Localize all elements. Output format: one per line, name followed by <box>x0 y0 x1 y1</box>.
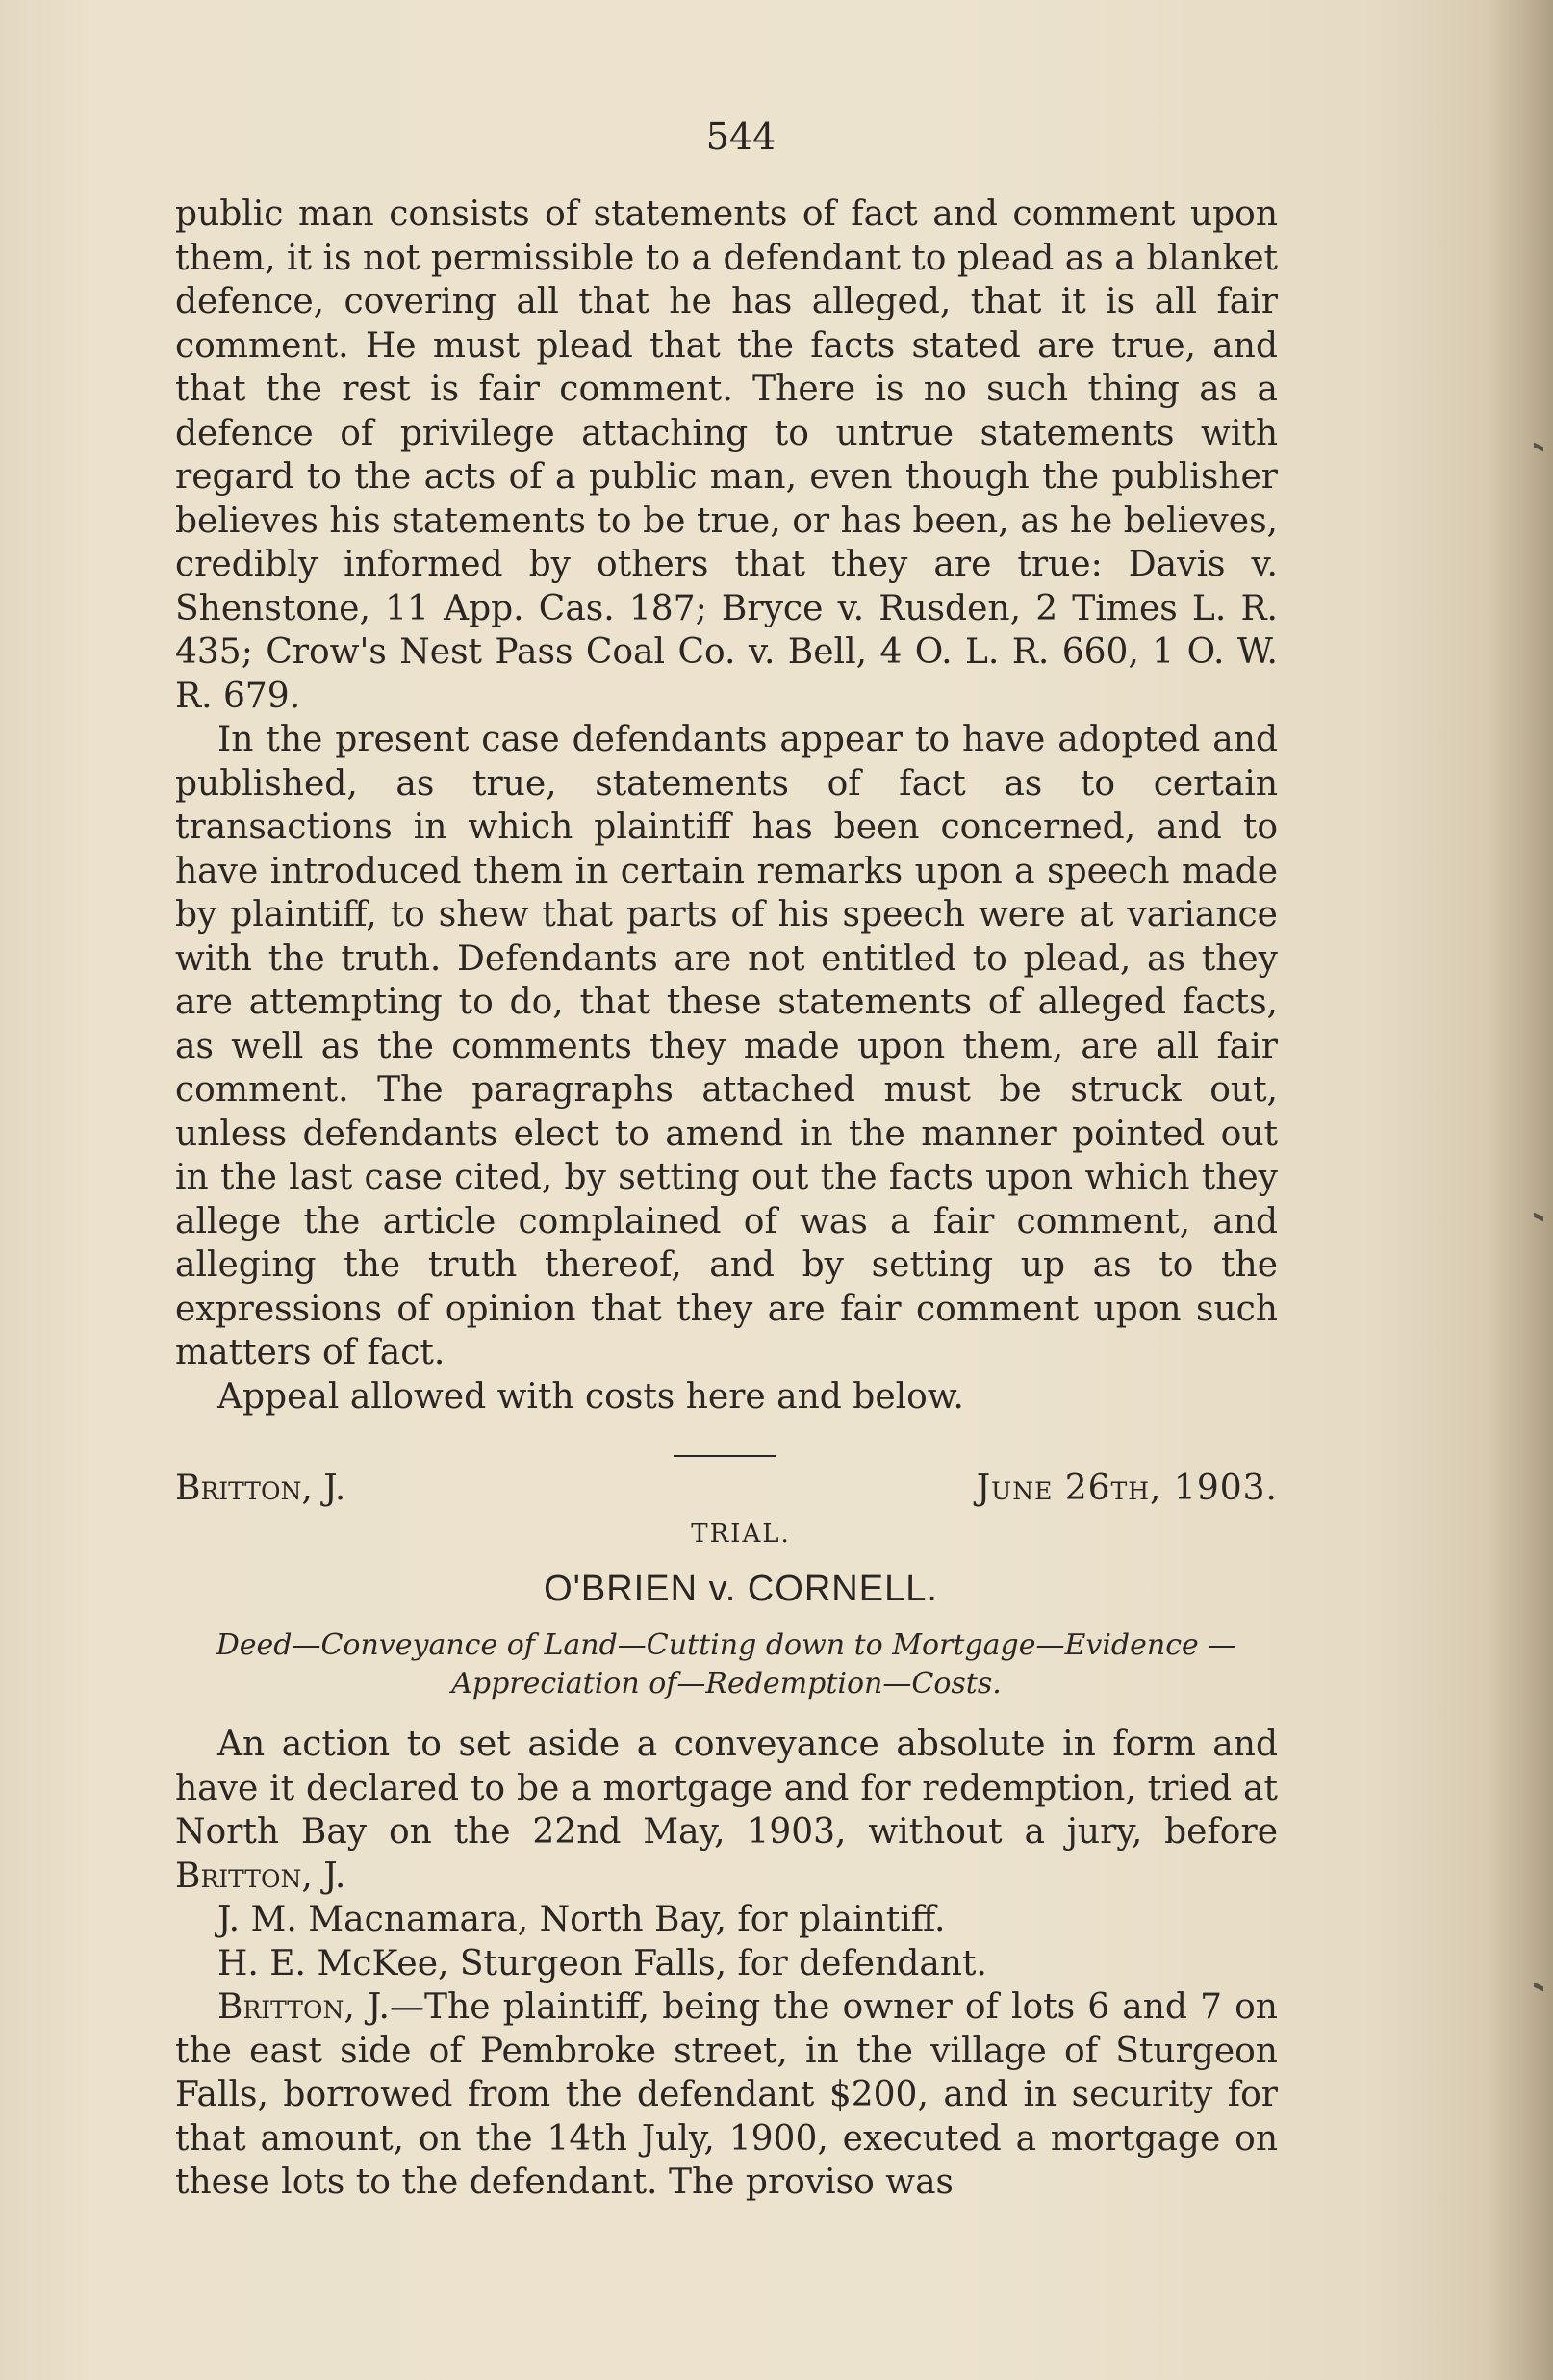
paragraph-judgment <box>175 1985 1278 2205</box>
paragraph-fair-comment: public man consists of statements of fact and comment upon them, it is not permissible to a defendant to plead as a blanket defence, covering all that he has alleged, that it is all fair comment. He must plead that the facts stated are true, and that the rest is fair comment. There is no such thing as a defence of privilege attaching to untrue statements with regard to the acts of a public man, even though the publisher believes his statements to be true, or has been, as he believes, credibly informed by others that they are true: Davis v. Shenstone, 11 App. Cas. 187; Bryce v. Rusden, 2 Times L. R. 435; Crow's Nest Pass Coal Co. v. Bell, 4 O. L. R. 660, 1 O. W. R. 679. <box>175 194 1278 716</box>
judgment-judge-name: Britton, J. <box>217 1987 390 2027</box>
case-title: O'BRIEN v. CORNELL. <box>544 1569 938 1609</box>
trial-label: TRIAL. <box>691 1520 791 1548</box>
paragraph-action-intro <box>175 1723 1278 1898</box>
case-headnote: Deed—Conveyance of Land—Cutting down to Mortgage—Evidence —Appreciation of—Redemption—Costs. <box>216 1628 1237 1701</box>
paragraph-appeal-allowed: Appeal allowed with costs here and below. <box>217 1376 964 1417</box>
section-divider <box>674 1455 776 1457</box>
body-text-top <box>175 192 1278 1419</box>
judgment-text: —The plaintiff, being the owner of lots 6 and 7 on the east side of Pembroke street, in the village of Sturgeon Falls, borrowed from the defendant $200, and in security for that amount, on the 14th July, 1900, executed a mortgage on these lots to the defendant. The proviso was <box>175 1987 1278 2202</box>
counsel-defendant: H. E. McKee, Sturgeon Falls, for defendant. <box>217 1943 987 1983</box>
paragraph-present-case: In the present case defendants appear to have adopted and published, as true, statements of fact as to certain transactions in which plaintiff has been concerned, and to have introduced them in certain remarks upon a speech made by plaintiff, to shew that parts of his speech were at variance with the truth. Defendants are not entitled to plead, as they are attempting to do, that these statements of alleged facts, as well as the comments they made upon them, are all fair comment. The paragraphs attached must be struck out, unless defendants elect to amend in the manner pointed out in the last case cited, by setting out the facts upon which they allege the article complained of was a fair comment, and alleging the truth thereof, and by setting up as to the expressions of opinion that they are fair comment upon such matters of fact. <box>175 720 1278 1372</box>
case-date: June 26th, 1903. <box>976 1469 1278 1508</box>
page-edge-shadow <box>1486 0 1553 2380</box>
page-number: 544 <box>705 115 776 158</box>
body-text-case <box>175 1723 1278 2205</box>
judge-name: Britton, J. <box>175 1469 346 1508</box>
action-intro-text: An action to set aside a conveyance absolute in form and have it declared to be a mortgage and for redemption, tried at North Bay on the 22nd May, 1903, without a jury, before <box>175 1725 1278 1852</box>
intro-judge-name: Britton, J. <box>175 1855 346 1896</box>
counsel-plaintiff: J. M. Macnamara, North Bay, for plaintiff. <box>217 1900 946 1939</box>
case-header <box>175 1467 1278 1511</box>
